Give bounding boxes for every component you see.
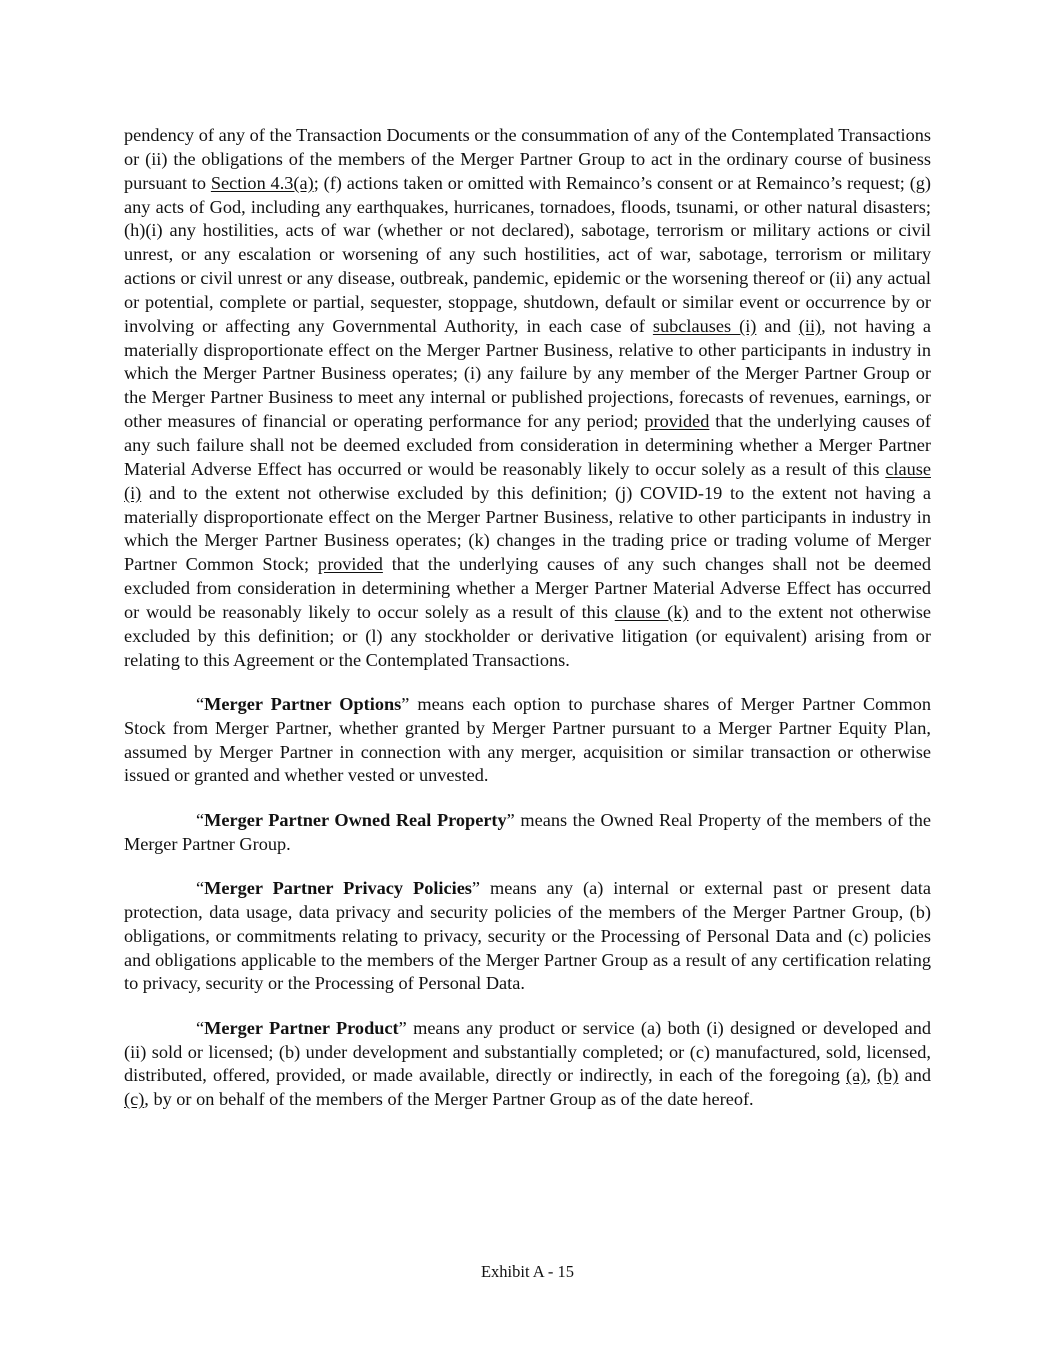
text-segment: and to the extent not otherwise excluded by this definition; or (l) any stockholder or derivative litigation (or equivalent) arising from or relating to this Agreement or the Contemplated Transactions.	[124, 601, 931, 670]
text-segment: , by or on behalf of the members of the Merger Partner Group as of the date hereof.	[144, 1089, 754, 1110]
text-segment: and	[898, 1065, 931, 1086]
text-segment: pendency of any of the Transaction Documents or the consummation of any of the Contemplated Transactions or (ii) the obligations of the members of the Merger Partner Group to act in the ordinary course of business pursuant to	[124, 125, 931, 193]
text-segment: ” means any (a) internal or external past or present data protection, data usage, data privacy and security policies of the members of the Merger Partner Group, (b) obligations, or commitments relating to privacy, security or the Processing of Personal Data and (c) policies and obligations applicable to the members of the Merger Partner Group as a result of any certification relating to privacy, security or the Processing of Personal Data.	[124, 877, 931, 994]
text-segment: “	[196, 693, 205, 714]
cross-reference: (c)	[124, 1089, 145, 1110]
text-segment: “	[196, 809, 205, 830]
cross-reference: provided	[644, 411, 710, 432]
defined-term: Merger Partner Privacy Policies	[204, 877, 472, 898]
text-segment: that the underlying causes of any such failure shall not be deemed excluded from consideration in determining whether a Merger Partner Material Adverse Effect has occurred or would be reasonably likely to occur solely as a result of this	[124, 411, 931, 479]
page-footer: Exhibit A - 15	[480, 1262, 575, 1281]
text-segment: ,	[866, 1065, 878, 1086]
defined-term: Merger Partner Options	[204, 693, 402, 714]
text-segment: “	[196, 1017, 205, 1038]
defined-term: Merger Partner Product	[204, 1017, 399, 1038]
text-segment: that the underlying causes of any such changes shall not be deemed excluded from consideration in determining whether a Merger Partner Material Adverse Effect has occurred or would be reasonably likely to occur solely as a result of this	[124, 554, 931, 622]
cross-reference: clause (k)	[614, 601, 689, 622]
text-segment: and	[756, 315, 799, 336]
cross-reference: (ii)	[798, 315, 822, 336]
text-segment: ” means the Owned Real Property of the members of the Merger Partner Group.	[124, 809, 932, 854]
document-body	[124, 124, 931, 1133]
cross-reference: Section 4.3(a)	[210, 172, 314, 193]
definition-merger-partner-owned-real-property	[124, 809, 931, 857]
cross-reference: clause (i)	[124, 458, 931, 503]
cross-reference: subclauses (i)	[652, 315, 757, 336]
cross-reference: (a)	[846, 1065, 867, 1086]
definition-merger-partner-privacy-policies	[124, 877, 931, 996]
text-segment: and to the extent not otherwise excluded by this definition; (j) COVID-19 to the extent not having a materially disproportionate effect on the Merger Partner Business, relative to other participants in industry in which the Merger Partner Business operates; (k) changes in the trading price or trading volume of Merger Partner Common Stock;	[124, 482, 931, 575]
defined-term: Merger Partner Owned Real Property	[204, 809, 507, 830]
cross-reference: provided	[317, 554, 383, 575]
text-segment: “	[196, 877, 205, 898]
cross-reference: (b)	[877, 1065, 899, 1086]
text-segment: ; (f) actions taken or omitted with Remainco’s consent or at Remainco’s request; (g) any acts of God, including any earthquakes, hurricanes, tornadoes, floods, tsunami, or other natural disasters; (h)(i) any hostilities, acts of war (whether or not declared), sabotage, terrorism or military actions or civil unrest, or any escalation or worsening of any such hostilities, act of war, sabotage, terrorism or military actions or civil unrest or any disease, outbreak, pandemic, epidemic or the worsening thereof or (ii) any actual or potential, complete or partial, sequester, stoppage, shutdown, default or similar event or occurrence by or involving or affecting any Governmental Authority, in each case of	[124, 172, 932, 336]
text-segment: , not having a materially disproportionate effect on the Merger Partner Business, relative to other participants in industry in which the Merger Partner Business operates; (i) any failure by any member of the Merger Partner Group or the Merger Partner Business to meet any internal or published projections, forecasts of revenues, earnings, or other measures of financial or operating performance for any period;	[124, 315, 932, 432]
paragraph-material-adverse-effect-continued	[124, 124, 931, 672]
text-segment: ” means each option to purchase shares of Merger Partner Common Stock from Merger Partner, whether granted by Merger Partner pursuant to a Merger Partner Equity Plan, assumed by Merger Partner in connection with any merger, acquisition or similar transaction or otherwise issued or granted and whether vested or unvested.	[124, 693, 931, 786]
text-segment: ” means any product or service (a) both (i) designed or developed and (ii) sold or licensed; (b) under development and substantially completed; or (c) manufactured, sold, licensed, distributed, offered, provided, or made available, directly or indirectly, in each of the foregoing	[124, 1017, 931, 1086]
definition-merger-partner-product	[124, 1017, 931, 1112]
definition-merger-partner-options	[124, 693, 931, 788]
